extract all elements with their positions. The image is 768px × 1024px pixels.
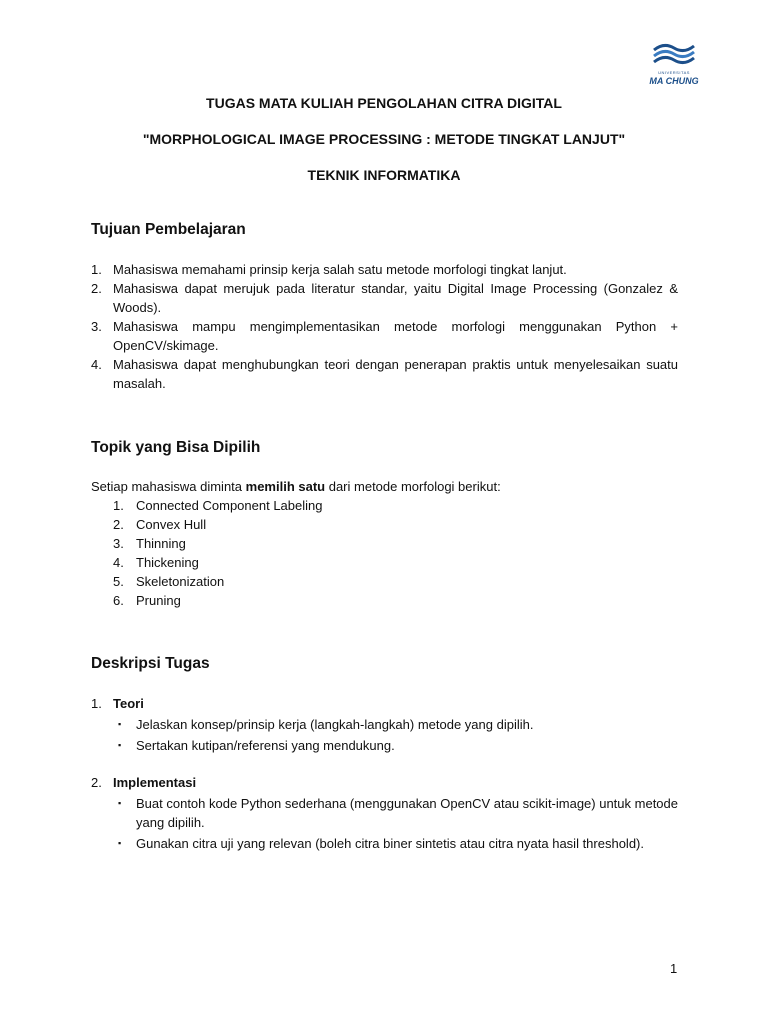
objectives-list [91,260,678,393]
assignment-title: "MORPHOLOGICAL IMAGE PROCESSING : METODE TINGKAT LANJUT" [142,131,626,147]
list-item: ▪ Jelaskan konsep/prinsip kerja (langkah-langkah) metode yang dipilih. [118,717,534,732]
course-title: TUGAS MATA KULIAH PENGOLAHAN CITRA DIGITAL [206,95,562,111]
list-item: 4. Thickening [113,555,199,570]
list-item: ▪ Gunakan citra uji yang relevan (boleh citra biner sintetis atau citra nyata hasil threshold). [118,836,644,851]
list-item: ▪ Sertakan kutipan/referensi yang mendukung. [118,738,395,753]
list-item: 4. Mahasiswa dapat menghubungkan teori dengan penerapan praktis untuk menyelesaikan suatu masalah. [91,357,678,391]
section-heading-topik: Topik yang Bisa Dipilih [91,439,261,456]
section-heading-deskripsi: Deskripsi Tugas [91,655,210,672]
topics-list [113,496,322,610]
university-logo [644,42,704,88]
logo-university-text: UNIVERSITAS [658,70,690,75]
page-number: 1 [670,961,678,976]
list-item: 3. Thinning [113,536,186,551]
list-item: 2. Convex Hull [113,517,207,532]
logo-name-text: MA CHUNG [649,76,699,86]
list-item: 1. Mahasiswa memahami prinsip kerja salah satu metode morfologi tingkat lanjut. [91,262,567,277]
topics-intro: Setiap mahasiswa diminta memilih satu dari metode morfologi berikut: [91,479,501,494]
task-implementasi [91,773,681,853]
list-item: 5. Skeletonization [113,574,225,589]
task-heading: 2. Implementasi [91,775,197,790]
task-teori [91,694,681,755]
section-heading-tujuan: Tujuan Pembelajaran [91,221,246,238]
list-item: 1. Connected Component Labeling [113,498,323,513]
wave-logo-icon [652,42,696,68]
list-item: 2. Mahasiswa dapat merujuk pada literatur standar, yaitu Digital Image Processing (Gonzalez & Woods). [91,281,678,315]
bullet-icon: ▪ [118,719,122,729]
list-item: 6. Pruning [113,593,181,608]
program-title: TEKNIK INFORMATIKA [307,167,461,183]
task-heading: 1. Teori [91,696,144,711]
bullet-icon: ▪ [118,838,122,848]
bullet-icon: ▪ [118,798,122,808]
list-item: 3. Mahasiswa mampu mengimplementasikan metode morfologi menggunakan Python + OpenCV/skimage. [91,319,678,353]
bullet-icon: ▪ [118,740,122,750]
list-item: ▪ Buat contoh kode Python sederhana (menggunakan OpenCV atau scikit-image) untuk metode yang dipilih. [118,796,679,830]
